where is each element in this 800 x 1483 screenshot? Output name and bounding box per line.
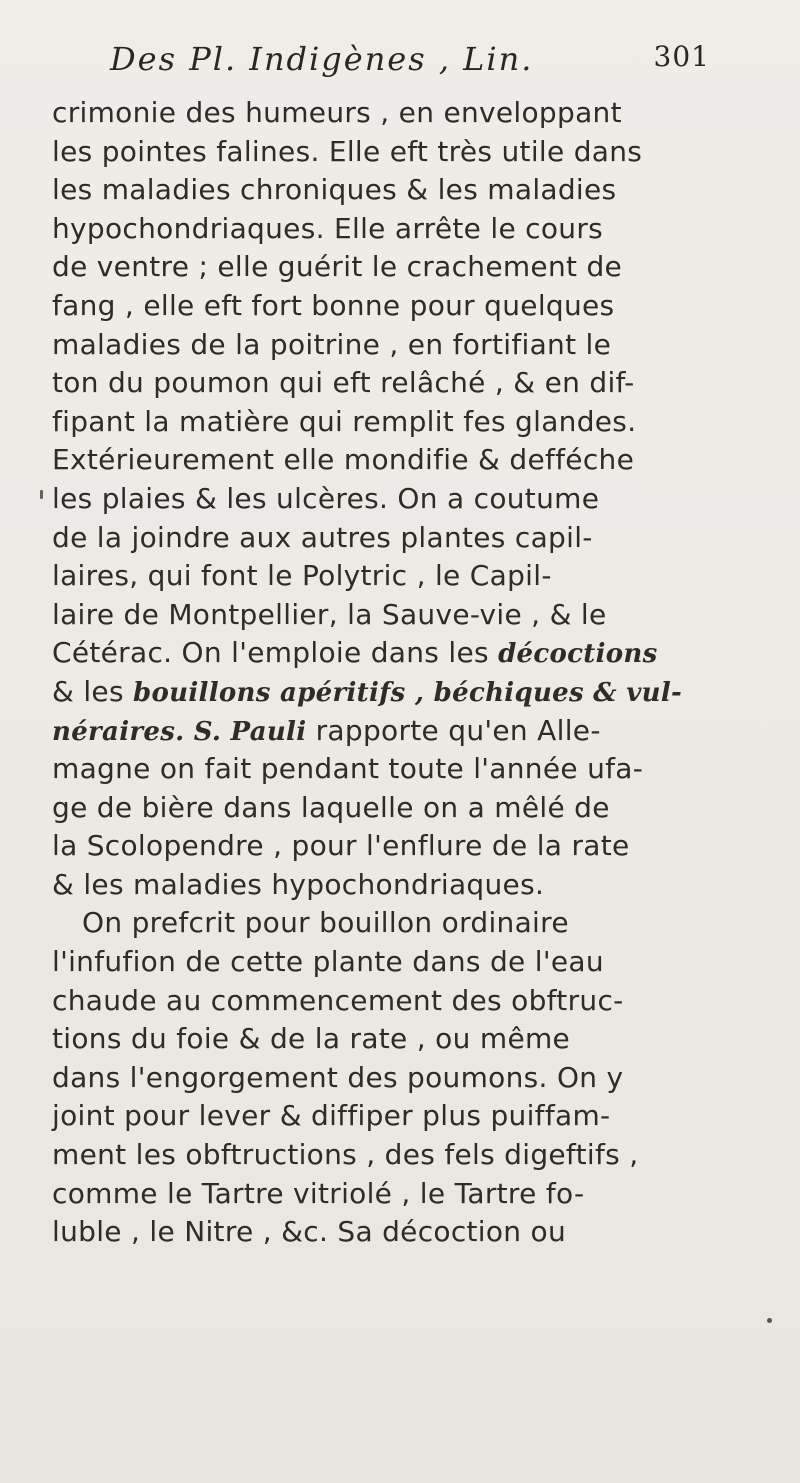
text-line-mixed bbox=[52, 634, 792, 673]
paragraph-start-line: On prefcrit pour bouillon ordinaire bbox=[82, 906, 569, 940]
text-line: laire de Montpellier, la Sauve-vie , & le bbox=[52, 597, 607, 631]
text-line: de ventre ; elle guérit le crachement de bbox=[52, 250, 623, 284]
text-line: magne on fait pendant toute l'année ufa- bbox=[52, 752, 644, 786]
page-number: 301 bbox=[653, 40, 710, 73]
running-head bbox=[110, 40, 710, 92]
text-line: les maladies chroniques & les maladies bbox=[52, 173, 617, 207]
text-line: ge de bière dans laquelle on a mêlé de bbox=[52, 790, 610, 824]
text-line-mixed bbox=[52, 712, 792, 751]
text-line: maladies de la poitrine , en fortifiant le bbox=[52, 327, 612, 361]
text-line: de la joindre aux autres plantes capil- bbox=[52, 520, 593, 554]
running-title: Des Pl. Indigènes , Lin. bbox=[110, 40, 534, 78]
italic-term: & vul- bbox=[593, 677, 683, 708]
text-line: ton du poumon qui eft relâché , & en dif- bbox=[52, 366, 635, 400]
italic-term: bouillons apéritifs , béchiques bbox=[133, 677, 584, 708]
ink-speck bbox=[767, 1318, 772, 1323]
text-line: ment les obftructions , des fels digeftifs , bbox=[52, 1138, 639, 1172]
text-line: la Scolopendre , pour l'enflure de la rate bbox=[52, 829, 630, 863]
text-line: fang , elle eft fort bonne pour quelques bbox=[52, 288, 615, 322]
text-line: crimonie des humeurs , en enveloppant bbox=[52, 96, 622, 129]
italic-author: S. Pauli bbox=[193, 716, 307, 747]
text-segment: & les bbox=[52, 674, 124, 708]
text-line: luble , le Nitre , &c. Sa décoction ou bbox=[52, 1215, 567, 1249]
text-line: Extérieurement elle mondifie & defféche bbox=[52, 443, 635, 477]
text-line: fipant la matière qui remplit fes glandes. bbox=[52, 404, 637, 438]
margin-mark bbox=[40, 490, 43, 499]
italic-term: néraires. bbox=[52, 716, 185, 747]
text-line: hypochondriaques. Elle arrête le cours bbox=[52, 211, 604, 245]
body-text bbox=[52, 94, 792, 1252]
text-line: tions du foie & de la rate , ou même bbox=[52, 1022, 571, 1056]
text-segment: Cétérac. On l'emploie dans les bbox=[52, 636, 489, 670]
text-line: dans l'engorgement des poumons. On y bbox=[52, 1060, 624, 1094]
text-line: les pointes falines. Elle eft très utile dans bbox=[52, 134, 643, 168]
text-line-mixed bbox=[52, 673, 792, 712]
text-line: laires, qui font le Polytric , le Capil- bbox=[52, 559, 552, 593]
text-line: l'infufion de cette plante dans de l'eau bbox=[52, 945, 604, 979]
italic-term: décoctions bbox=[498, 639, 658, 670]
text-line: les plaies & les ulcères. On a coutume bbox=[52, 481, 600, 515]
text-line: joint pour lever & diffiper plus puiffam- bbox=[52, 1099, 611, 1133]
text-line: chaude au commencement des obftruc- bbox=[52, 983, 624, 1017]
text-line: comme le Tartre vitriolé , le Tartre fo- bbox=[52, 1176, 585, 1210]
text-line: & les maladies hypochondriaques. bbox=[52, 867, 545, 901]
text-segment: rapporte qu'en Alle- bbox=[306, 713, 601, 747]
